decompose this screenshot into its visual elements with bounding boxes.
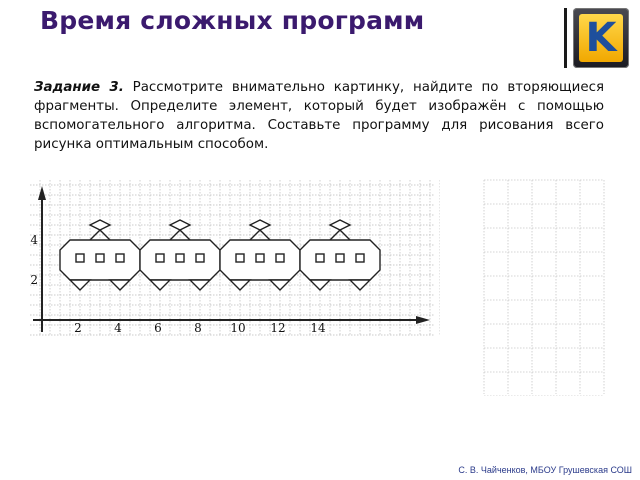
wagon [140,220,220,290]
wagon [60,220,140,290]
wagon [220,220,300,290]
x-tick-label: 12 [270,321,286,335]
window [356,254,364,262]
window [276,254,284,262]
x-tick-label: 4 [114,321,122,335]
task-text [34,78,604,154]
logo [573,8,629,68]
window [116,254,124,262]
empty-grid [482,178,606,396]
wagon [300,220,380,290]
pantograph [330,220,350,230]
pantograph [250,220,270,230]
train-figure [30,180,440,340]
window [156,254,164,262]
window [316,254,324,262]
x-axis-arrow [416,316,430,324]
author-credit: С. В. Чайченков, МБОУ Грушевская СОШ [458,465,632,475]
window [176,254,184,262]
window [196,254,204,262]
window [236,254,244,262]
grid-right [484,180,604,396]
window [256,254,264,262]
window [96,254,104,262]
x-tick-label: 8 [194,321,202,335]
pantograph [90,220,110,230]
window [76,254,84,262]
x-tick-label: 2 [74,321,82,335]
y-tick-label: 4 [30,233,38,247]
window [336,254,344,262]
task-label: Задание 3. [34,80,124,95]
title-divider [564,8,567,68]
slide-title: Время сложных программ [40,6,425,35]
task-body: Рассмотрите внимательно картинку, найдите по вторяющиеся фрагменты. Определите элемент, который будет изображён с помощью вспомогательного алгоритма. Составьте программу для рисования всего рисунка оптимальным способом. [34,80,605,152]
pantograph [170,220,190,230]
y-tick-label: 2 [30,273,38,287]
x-tick-label: 10 [230,321,246,335]
y-axis-arrow [38,186,46,200]
x-tick-label: 14 [310,321,326,335]
logo-k-icon: K [579,14,623,62]
x-tick-label: 6 [154,321,162,335]
